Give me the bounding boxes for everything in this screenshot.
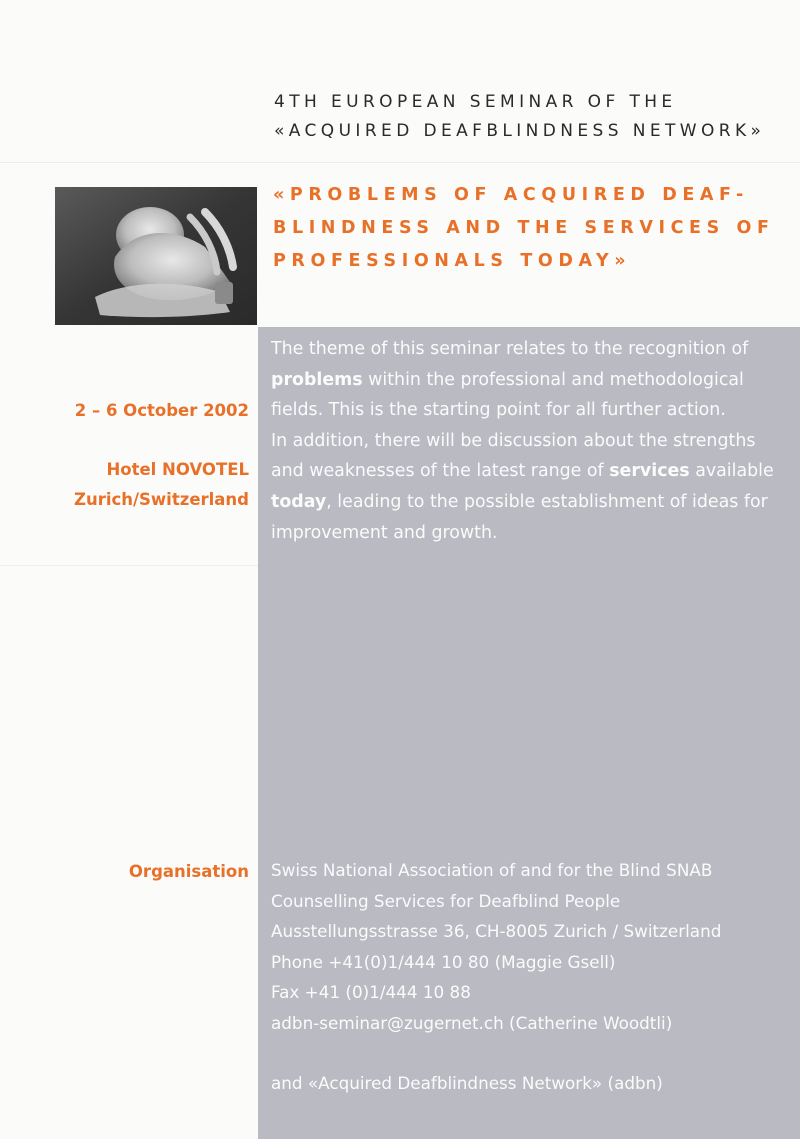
theme-line-6-rest: , leading to the possible establishment of ideas for bbox=[326, 491, 768, 512]
theme-line-3: fields. This is the starting point for all further action. bbox=[271, 400, 726, 421]
org-department: Counselling Services for Deafblind People bbox=[271, 890, 621, 911]
org-phone: Phone +41(0)1/444 10 80 (Maggie Gsell) bbox=[271, 951, 616, 972]
organisation-label: Organisation bbox=[128, 862, 249, 881]
heading-line-2: «ACQUIRED DEAFBLINDNESS NETWORK» bbox=[274, 121, 766, 141]
seminar-heading bbox=[274, 88, 794, 146]
theme-line-2 bbox=[271, 365, 786, 396]
theme-line-5 bbox=[271, 456, 786, 487]
org-email: adbn-seminar@zugernet.ch (Catherine Woodtli) bbox=[271, 1012, 673, 1033]
title-line-2: BLINDNESS AND THE SERVICES OF bbox=[273, 218, 775, 238]
theme-line-1: The theme of this seminar relates to the recognition of bbox=[271, 339, 749, 359]
heading-line-1: 4TH EUROPEAN SEMINAR OF THE bbox=[274, 92, 677, 112]
org-partner: and «Acquired Deafblindness Network» (adbn) bbox=[271, 1072, 663, 1093]
organisation-details bbox=[271, 855, 786, 1098]
event-date: 2 – 6 October 2002 bbox=[74, 401, 249, 420]
spacer bbox=[271, 1039, 786, 1068]
theme-line-5-pre: and weaknesses of the latest range of bbox=[271, 461, 610, 482]
title-line-3: PROFESSIONALS TODAY» bbox=[273, 251, 632, 271]
event-location: Zurich/Switzerland bbox=[73, 490, 249, 509]
org-fax: Fax +41 (0)1/444 10 88 bbox=[271, 982, 471, 1003]
top-divider bbox=[0, 162, 800, 163]
theme-line-2-rest: within the professional and methodological bbox=[362, 369, 744, 390]
theme-line-6 bbox=[271, 487, 786, 518]
keyword-services: services bbox=[609, 461, 690, 482]
org-name: Swiss National Association of and for the Blind SNAB bbox=[271, 860, 713, 880]
keyword-today: today bbox=[271, 491, 327, 512]
left-divider bbox=[0, 565, 265, 566]
hands-photo-icon bbox=[55, 187, 257, 325]
event-venue: Hotel NOVOTEL bbox=[106, 460, 249, 479]
keyword-problems: problems bbox=[271, 369, 363, 390]
seminar-title bbox=[273, 179, 793, 278]
theme-description bbox=[271, 334, 786, 548]
theme-line-4: In addition, there will be discussion about the strengths bbox=[271, 430, 756, 451]
title-line-1: «PROBLEMS OF ACQUIRED DEAF- bbox=[273, 185, 749, 205]
theme-line-5-post: available bbox=[689, 461, 774, 482]
org-address: Ausstellungsstrasse 36, CH-8005 Zurich / Switzerland bbox=[271, 921, 722, 942]
hands-photo bbox=[55, 187, 257, 325]
theme-line-7: improvement and growth. bbox=[271, 522, 498, 543]
